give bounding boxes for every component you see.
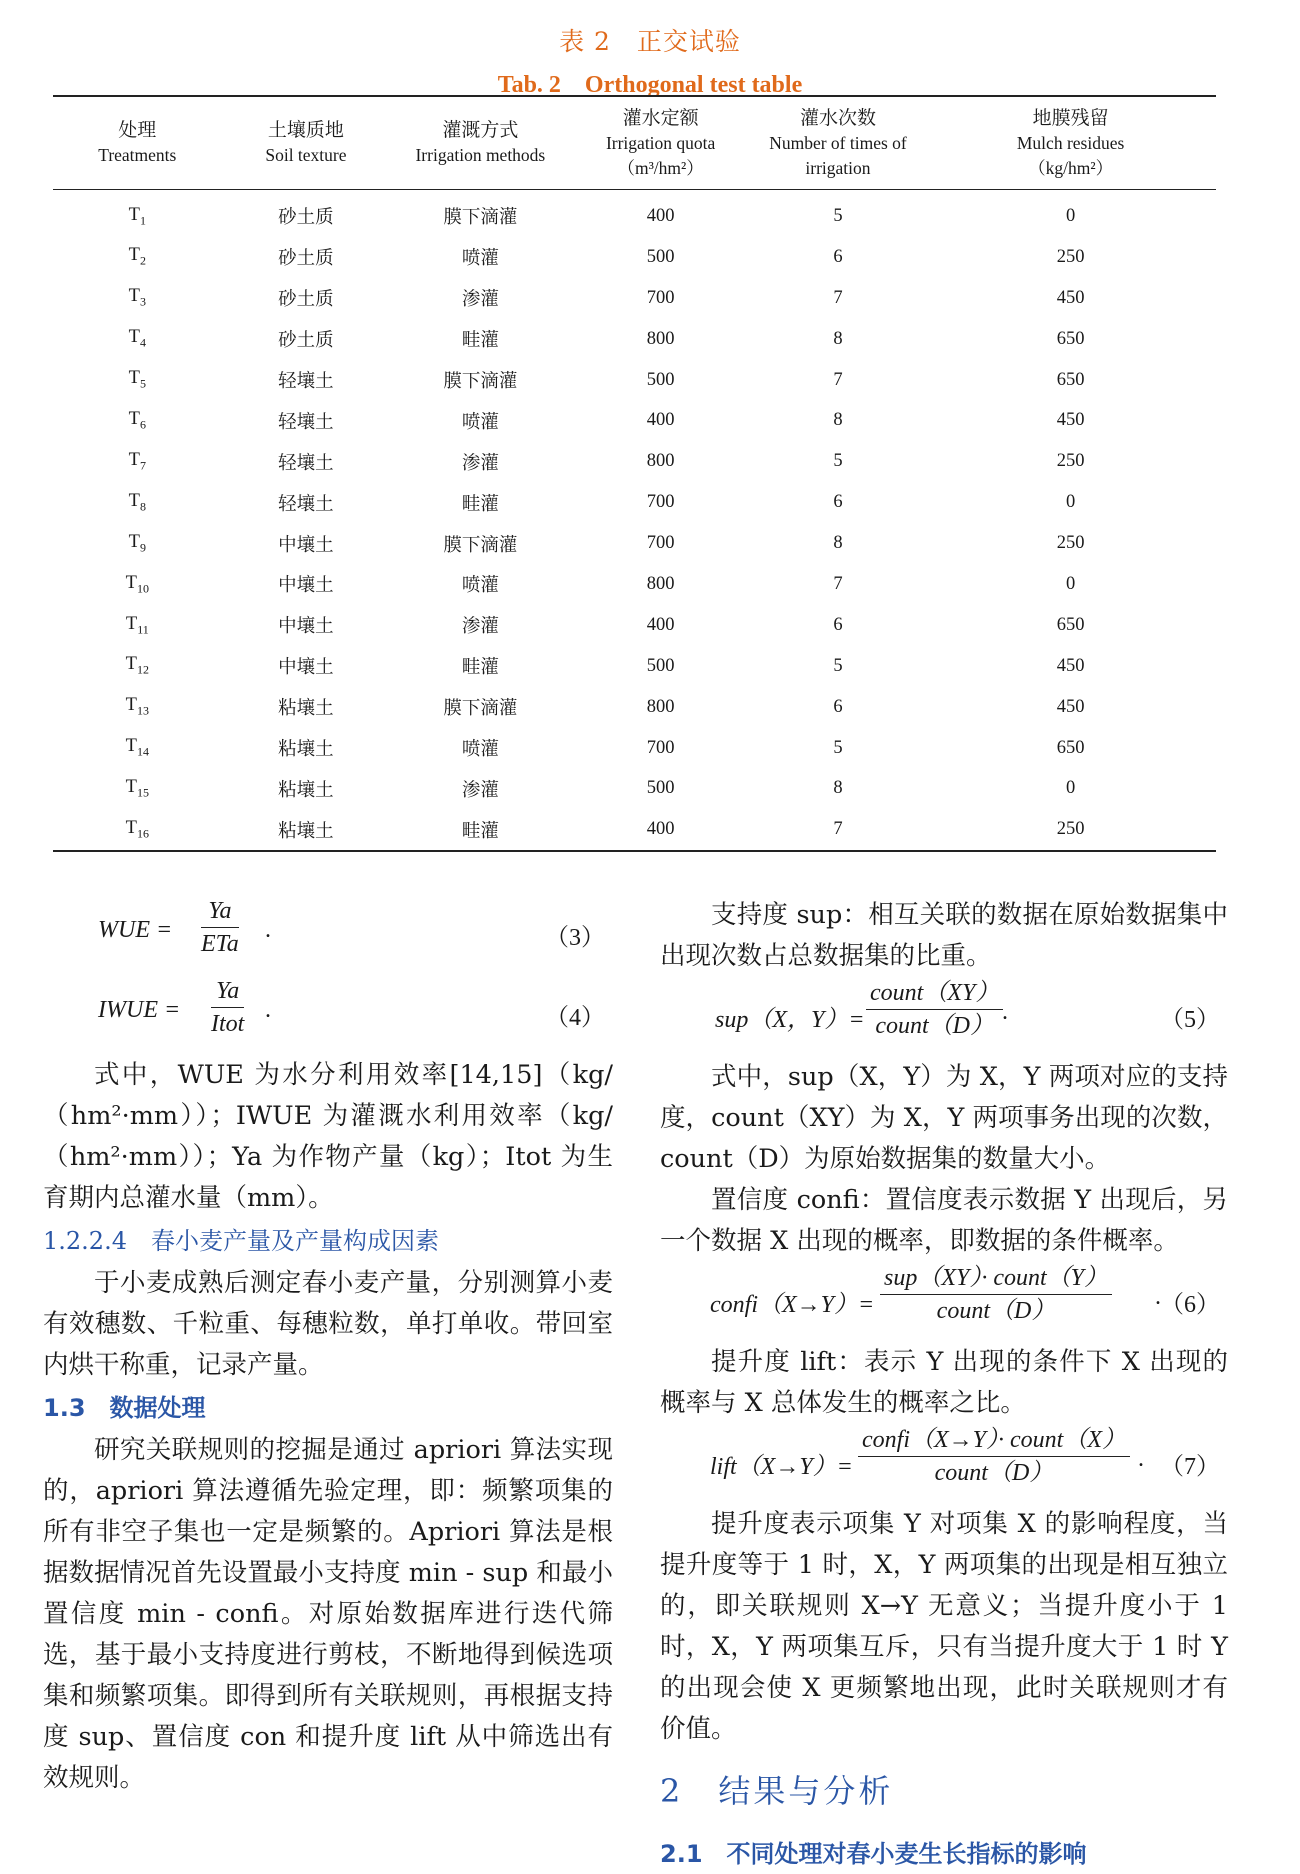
cell-mulch: 650 (1056, 737, 1085, 758)
header-unit: （m³/hm²） (617, 157, 704, 178)
cell-times: 8 (833, 533, 843, 554)
cell-times: 6 (833, 614, 843, 635)
header-cell (390, 96, 570, 190)
table-row (53, 646, 1216, 687)
cell-quota: 800 (646, 328, 675, 349)
eq6-fraction (880, 1262, 1112, 1327)
header-cell (925, 96, 1216, 190)
table-row (53, 278, 1216, 319)
table-caption-zh: 表 2 正交试验 (559, 27, 741, 56)
cell-quota: 400 (646, 410, 675, 431)
table-row (53, 400, 1216, 441)
header-en: Irrigation quota (605, 132, 716, 153)
cell-mulch: 250 (1056, 246, 1085, 267)
treatment-letter: T (128, 531, 140, 552)
lift-definition: 提升度 lift：表示 Y 出现的条件下 X 出现的概率与 X 总体发生的概率之比。 (660, 1347, 1228, 1418)
equation-7 (660, 1424, 1228, 1504)
yield-paragraph: 于小麦成熟后测定春小麦产量，分别测算小麦有效穗数、千粒重、每穗粒数，单打单收。带回室内烘干称重，记录产量。 (43, 1268, 613, 1380)
cell-times: 5 (833, 451, 843, 472)
table-row (53, 190, 1216, 237)
table-row (53, 237, 1216, 278)
eq6-period: . (1155, 1284, 1161, 1310)
eq6-number: （6） (1160, 1292, 1220, 1318)
cell-quota: 800 (646, 573, 675, 594)
equation-4 (43, 975, 613, 1055)
cell-quota: 700 (646, 533, 675, 554)
cell-quota: 800 (646, 451, 675, 472)
eq4-lhs: IWUE = (98, 997, 181, 1023)
treatment-letter: T (125, 736, 137, 757)
cell-method: 喷灌 (461, 740, 499, 761)
table-row (53, 768, 1216, 809)
table-row (53, 687, 1216, 728)
cell-mulch: 650 (1056, 369, 1085, 390)
cell-times: 5 (833, 655, 843, 676)
cell-soil: 粘壤土 (278, 821, 334, 842)
treatment-cell (53, 728, 222, 769)
cell-quota: 800 (646, 696, 675, 717)
cell-method: 喷灌 (461, 249, 499, 270)
eq7-numerator: confi（X→Y）· count（X） (858, 1424, 1130, 1457)
cell-quota: 700 (646, 287, 675, 308)
eq4-numerator: Ya (211, 975, 244, 1008)
header-en: Treatments (98, 145, 177, 165)
eq3-lhs: WUE = (98, 917, 173, 943)
cell-mulch: 450 (1056, 410, 1085, 431)
header-en: Number of times of irrigation (769, 132, 907, 178)
treatment-subscript: 14 (136, 744, 149, 759)
cell-mulch: 0 (1065, 492, 1076, 513)
cell-quota: 400 (646, 614, 675, 635)
treatment-letter: T (128, 204, 140, 225)
table-row (53, 441, 1216, 482)
eq5-period: . (1002, 999, 1008, 1025)
support-explanation: 式中，sup（X，Y）为 X，Y 两项对应的支持度，count（XY）为 X，Y 两项事务出现的次数，count（D）为原始数据集的数量大小。 (660, 1062, 1228, 1174)
cell-quota: 500 (646, 246, 675, 267)
treatment-letter: T (125, 817, 137, 838)
equation-3 (43, 895, 613, 975)
treatment-letter: T (125, 777, 137, 798)
treatment-subscript: 6 (139, 417, 146, 432)
eq5-denominator: count（D） (875, 1013, 994, 1039)
header-cell (222, 96, 391, 190)
cell-mulch: 250 (1056, 533, 1085, 554)
header-zh: 处理 (118, 120, 157, 141)
treatment-cell (53, 190, 222, 237)
treatment-subscript: 9 (139, 540, 146, 555)
eq4-denominator: Itot (211, 1011, 245, 1037)
equation-6 (660, 1262, 1228, 1342)
eq6-denominator: count（D） (936, 1298, 1056, 1324)
treatment-cell (53, 605, 222, 646)
table-header-row (53, 96, 1216, 190)
eq5-number: （5） (1160, 1007, 1220, 1033)
cell-times: 7 (833, 287, 843, 308)
header-zh: 灌水次数 (799, 107, 876, 129)
eq5-lhs: sup（X，Y）= (715, 1007, 865, 1033)
heading-2: 2 结果与分析 (660, 1772, 894, 1810)
treatment-letter: T (128, 449, 140, 470)
header-unit: （kg/hm²） (1028, 157, 1114, 178)
cell-soil: 砂土质 (278, 290, 334, 311)
treatment-subscript: 1 (139, 213, 146, 228)
cell-quota: 500 (646, 369, 675, 390)
table-row (53, 482, 1216, 523)
header-en: Irrigation methods (415, 145, 546, 165)
cell-times: 5 (833, 737, 843, 758)
treatment-subscript: 15 (136, 785, 149, 800)
table-row (53, 728, 1216, 769)
heading-2-1: 2.1 不同处理对春小麦生长指标的影响 (660, 1840, 1087, 1868)
cell-soil: 粘壤土 (278, 740, 334, 761)
treatment-subscript: 7 (139, 458, 146, 473)
treatment-cell (53, 319, 222, 360)
table-caption-en: Tab. 2 Orthogonal test table (497, 72, 803, 98)
eq7-fraction (858, 1424, 1130, 1489)
cell-mulch: 650 (1056, 328, 1085, 349)
cell-quota: 700 (646, 737, 675, 758)
treatment-letter: T (125, 695, 137, 716)
cell-method: 畦灌 (461, 331, 499, 352)
treatment-subscript: 8 (139, 499, 146, 514)
cell-soil: 轻壤土 (278, 372, 334, 392)
lift-explanation: 提升度表示项集 Y 对项集 X 的影响程度，当提升度等于 1 时，X，Y 两项集的出现是相互独立的，即关联规则 X→Y 无意义；当提升度小于 1 时，X，Y 两项集互斥，只有当提升度大于 1 时 Y 的出现会使 X 更频繁地出现，此时关联规则才有价值。 (660, 1509, 1228, 1744)
cell-times: 6 (833, 492, 843, 513)
cell-quota: 700 (646, 492, 675, 513)
treatment-subscript: 3 (139, 295, 146, 310)
cell-times: 7 (833, 573, 843, 594)
cell-mulch: 0 (1065, 205, 1076, 226)
treatment-cell (53, 646, 222, 687)
eq7-denominator: count（D） (934, 1460, 1054, 1486)
header-cell (751, 96, 925, 190)
header-zh: 灌水定额 (622, 107, 699, 129)
cell-method: 膜下滴灌 (443, 372, 518, 392)
confidence-definition: 置信度 confi：置信度表示数据 Y 出现后，另一个数据 X 出现的概率，即数据的条件概率。 (660, 1185, 1228, 1256)
cell-soil: 粘壤土 (278, 699, 334, 720)
header-cell (571, 96, 751, 190)
cell-soil: 砂土质 (278, 249, 334, 270)
treatment-letter: T (128, 368, 140, 389)
heading-1-3: 1.3 数据处理 (43, 1394, 206, 1422)
cell-times: 5 (833, 205, 843, 226)
formula-explanation: 式中，WUE 为水分利用效率[14,15]（kg/（hm²·mm））；IWUE 为灌溉水利用效率（kg/（hm²·mm））；Ya 为作物产量（kg）；Itot 为生育期内总灌水量（mm）。 (43, 1060, 613, 1213)
treatment-subscript: 12 (136, 663, 149, 678)
cell-soil: 中壤土 (278, 617, 334, 638)
treatment-letter: T (125, 572, 137, 593)
cell-method: 渗灌 (461, 780, 499, 801)
cell-soil: 轻壤土 (278, 494, 334, 515)
cell-soil: 中壤土 (278, 658, 334, 679)
treatment-letter: T (128, 490, 140, 511)
cell-times: 7 (833, 369, 843, 390)
table-row (53, 319, 1216, 360)
cell-quota: 500 (646, 655, 675, 676)
treatment-subscript: 2 (139, 254, 146, 269)
treatment-letter: T (128, 286, 140, 307)
header-zh: 地膜残留 (1032, 107, 1109, 129)
treatment-letter: T (128, 245, 140, 266)
eq6-lhs: confi（X→Y）= (710, 1292, 875, 1318)
eq3-denominator: ETa (201, 931, 239, 957)
cell-quota: 500 (646, 778, 675, 799)
cell-mulch: 450 (1056, 655, 1085, 676)
cell-soil: 粘壤土 (278, 780, 334, 801)
cell-soil: 中壤土 (278, 576, 334, 597)
cell-mulch: 0 (1065, 573, 1076, 594)
eq7-number: （7） (1160, 1454, 1220, 1480)
cell-mulch: 450 (1056, 696, 1085, 717)
treatment-cell (53, 564, 222, 605)
eq3-fraction (201, 895, 239, 960)
eq4-fraction (211, 975, 244, 1040)
table-body (53, 190, 1216, 852)
cell-method: 畦灌 (461, 658, 499, 679)
orthogonal-test-table (53, 95, 1216, 852)
treatment-subscript: 13 (136, 703, 149, 718)
cell-method: 渗灌 (461, 617, 499, 638)
treatment-cell (53, 687, 222, 728)
eq5-fraction (866, 977, 1003, 1042)
header-zh: 灌溉方式 (442, 120, 519, 141)
eq3-period: . (265, 917, 271, 943)
table-row (53, 809, 1216, 851)
cell-soil: 中壤土 (278, 535, 334, 556)
treatment-cell (53, 523, 222, 564)
cell-soil: 砂土质 (278, 331, 334, 352)
cell-method: 膜下滴灌 (443, 535, 518, 556)
equation-5 (660, 977, 1228, 1057)
table-row (53, 360, 1216, 401)
cell-quota: 400 (646, 205, 675, 226)
treatment-cell (53, 809, 222, 851)
cell-mulch: 450 (1056, 287, 1085, 308)
header-en: Mulch residues (1016, 132, 1125, 153)
cell-soil: 轻壤土 (278, 412, 334, 433)
treatment-letter: T (128, 327, 140, 348)
table-row (53, 605, 1216, 646)
treatment-cell (53, 278, 222, 319)
cell-soil: 砂土质 (278, 208, 334, 229)
cell-method: 喷灌 (461, 412, 499, 433)
treatment-subscript: 5 (139, 376, 146, 391)
support-definition: 支持度 sup：相互关联的数据在原始数据集中出现次数占总数据集的比重。 (660, 900, 1228, 971)
treatment-subscript: 11 (137, 622, 149, 637)
heading-1-2-2-4: 1.2.2.4 春小麦产量及产量构成因素 (43, 1227, 439, 1255)
cell-times: 6 (833, 246, 843, 267)
table-row (53, 523, 1216, 564)
cell-method: 渗灌 (461, 290, 499, 311)
header-cell (53, 96, 222, 190)
cell-times: 6 (833, 696, 843, 717)
treatment-cell (53, 482, 222, 523)
cell-mulch: 250 (1056, 819, 1085, 840)
treatment-letter: T (128, 409, 140, 430)
cell-mulch: 650 (1056, 614, 1085, 635)
cell-times: 8 (833, 778, 843, 799)
cell-method: 喷灌 (461, 576, 499, 597)
header-zh: 土壤质地 (267, 120, 344, 141)
eq4-number: （4） (545, 1005, 605, 1031)
treatment-cell (53, 768, 222, 809)
cell-mulch: 250 (1056, 451, 1085, 472)
treatment-cell (53, 360, 222, 401)
cell-mulch: 0 (1065, 778, 1076, 799)
treatment-subscript: 10 (136, 581, 149, 596)
treatment-cell (53, 400, 222, 441)
treatment-cell (53, 441, 222, 482)
data-processing-paragraph: 研究关联规则的挖掘是通过 apriori 算法实现的，apriori 算法遵循先验定理，即：频繁项集的所有非空子集也一定是频繁的。Apriori 算法是根据数据情况首先设置最小支持度 min - sup 和最小置信度 min - confi。对原始数据库进行迭代筛选，基于最小支持度进行剪枝，不断地得到候选项集和频繁项集。即得到所有关联规则，再根据支持度 sup、置信度 con 和提升度 lift 从中筛选出有效规则。 (43, 1435, 613, 1793)
left-column (43, 895, 613, 1799)
treatment-subscript: 16 (136, 826, 149, 841)
eq3-numerator: Ya (201, 895, 239, 928)
cell-method: 畦灌 (461, 494, 499, 515)
cell-method: 膜下滴灌 (443, 208, 518, 229)
cell-method: 渗灌 (461, 453, 499, 474)
right-column (660, 895, 1228, 1874)
eq7-period: . (1138, 1446, 1144, 1472)
eq7-lhs: lift（X→Y）= (710, 1454, 853, 1480)
cell-method: 畦灌 (461, 821, 499, 842)
eq5-numerator: count（XY） (866, 977, 1003, 1010)
table-row (53, 564, 1216, 605)
treatment-subscript: 4 (139, 335, 146, 350)
treatment-cell (53, 237, 222, 278)
cell-times: 7 (833, 819, 843, 840)
cell-times: 8 (833, 328, 843, 349)
treatment-letter: T (125, 613, 138, 634)
cell-quota: 400 (646, 819, 675, 840)
eq3-number: （3） (545, 925, 605, 951)
eq4-period: . (265, 997, 271, 1023)
header-en: Soil texture (265, 145, 347, 165)
eq6-numerator: sup（XY）· count（Y） (880, 1262, 1112, 1295)
cell-soil: 轻壤土 (278, 453, 334, 474)
cell-method: 膜下滴灌 (443, 699, 518, 720)
treatment-letter: T (125, 654, 137, 675)
cell-times: 8 (833, 410, 843, 431)
